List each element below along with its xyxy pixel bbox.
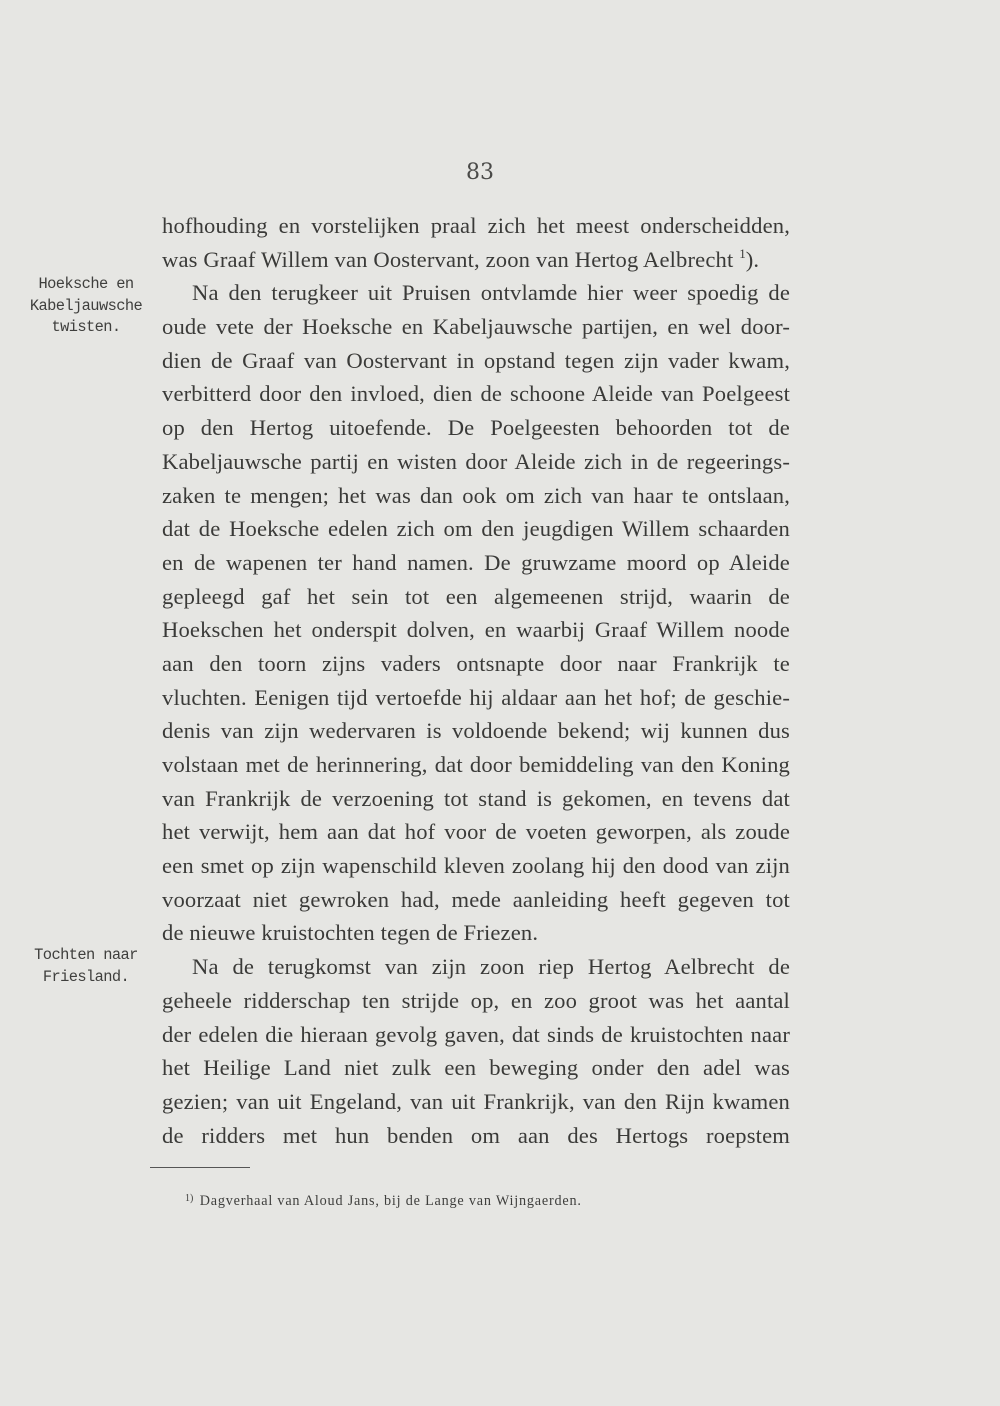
body-line: Hoekschen het onderspit dolven, en waarbij Graaf Willem noode bbox=[162, 617, 790, 643]
body-line: der edelen die hieraan gevolg gaven, dat sinds de kruistochten naar bbox=[162, 1021, 790, 1047]
body-line: dat de Hoeksche edelen zich om den jeugdigen Willem schaarden bbox=[162, 516, 790, 542]
margin-note-hoeksche-kabeljauwsche bbox=[18, 274, 154, 339]
body-text bbox=[162, 209, 790, 1152]
footnote bbox=[185, 1190, 705, 1210]
body-line: van Frankrijk de verzoening tot stand is gekomen, en tevens dat bbox=[162, 785, 790, 811]
body-line: Na den terugkeer uit Pruisen ontvlamde hier weer spoedig de bbox=[192, 280, 790, 306]
body-line: het Heilige Land niet zulk een beweging onder den adel was bbox=[162, 1055, 790, 1081]
body-line: zaken te mengen; het was dan ook om zich van haar te ontslaan, bbox=[162, 482, 790, 508]
body-line: denis van zijn wedervaren is voldoende bekend; wij kunnen dus bbox=[162, 718, 790, 744]
body-line: oude vete der Hoeksche en Kabeljauwsche partijen, en wel door- bbox=[162, 314, 790, 340]
margin-note-line: Hoeksche en bbox=[38, 275, 134, 293]
body-line: een smet op zijn wapenschild kleven zoolang hij den dood van zijn bbox=[162, 853, 790, 879]
body-line: Na de terugkomst van zijn zoon riep Hertog Aelbrecht de bbox=[192, 954, 790, 980]
body-line: voorzaat niet gewroken had, mede aanleiding heeft gegeven tot bbox=[162, 886, 790, 912]
footnote-separator bbox=[150, 1167, 250, 1168]
body-line: op den Hertog uitoefende. De Poelgeesten behoorden tot de bbox=[162, 415, 790, 441]
body-line: aan den toorn zijns vaders ontsnapte door naar Frankrijk te bbox=[162, 650, 790, 676]
body-line: Kabeljauwsche partij en wisten door Aleide zich in de regeerings- bbox=[162, 448, 790, 474]
body-line: de nieuwe kruistochten tegen de Friezen. bbox=[162, 920, 539, 946]
body-line: dien de Graaf van Oostervant in opstand tegen zijn vader kwam, bbox=[162, 347, 790, 373]
body-line: vluchten. Eenigen tijd vertoefde hij aldaar aan het hof; de geschie- bbox=[162, 684, 790, 710]
body-line: de ridders met hun benden om aan des Hertogs roepstem bbox=[162, 1122, 790, 1148]
body-line: verbitterd door den invloed, dien de schoone Aleide van Poelgeest bbox=[162, 381, 790, 407]
margin-note-tochten-friesland bbox=[18, 945, 154, 988]
body-line: hofhouding en vorstelijken praal zich het meest onderscheidden, bbox=[162, 213, 790, 238]
margin-note-line: twisten. bbox=[51, 318, 121, 336]
footnote-reference: 1 bbox=[739, 245, 746, 261]
body-line: volstaan met de herinnering, dat door bemiddeling van den Koning bbox=[162, 752, 790, 777]
body-line: en de wapenen ter hand namen. De gruwzame moord op Aleide bbox=[162, 549, 790, 575]
margin-note-line: Kabeljauwsche bbox=[29, 296, 143, 315]
footnote-reference-close: ). bbox=[745, 246, 760, 272]
footnote-mark: 1) bbox=[185, 1193, 194, 1204]
margin-note-line: Friesland. bbox=[42, 967, 130, 986]
footnote-text: Dagverhaal van Aloud Jans, bij de Lange van Wijngaerden. bbox=[199, 1193, 582, 1209]
body-line-with-footnote-ref bbox=[162, 243, 790, 277]
margin-note-line: Tochten naar bbox=[34, 946, 138, 964]
body-line: gepleegd gaf het sein tot een algemeenen strijd, waarin de bbox=[162, 583, 790, 609]
body-line: gezien; van uit Engeland, van uit Frankrijk, van den Rijn kwamen bbox=[162, 1088, 790, 1114]
page-number: 83 bbox=[466, 160, 494, 185]
body-line: het verwijt, hem aan dat hof voor de voeten geworpen, als zoude bbox=[162, 819, 790, 845]
body-line-text: was Graaf Willem van Oostervant, zoon van Hertog Aelbrecht bbox=[162, 246, 734, 272]
body-line: geheele ridderschap ten strijde op, en zoo groot was het aantal bbox=[162, 987, 790, 1013]
